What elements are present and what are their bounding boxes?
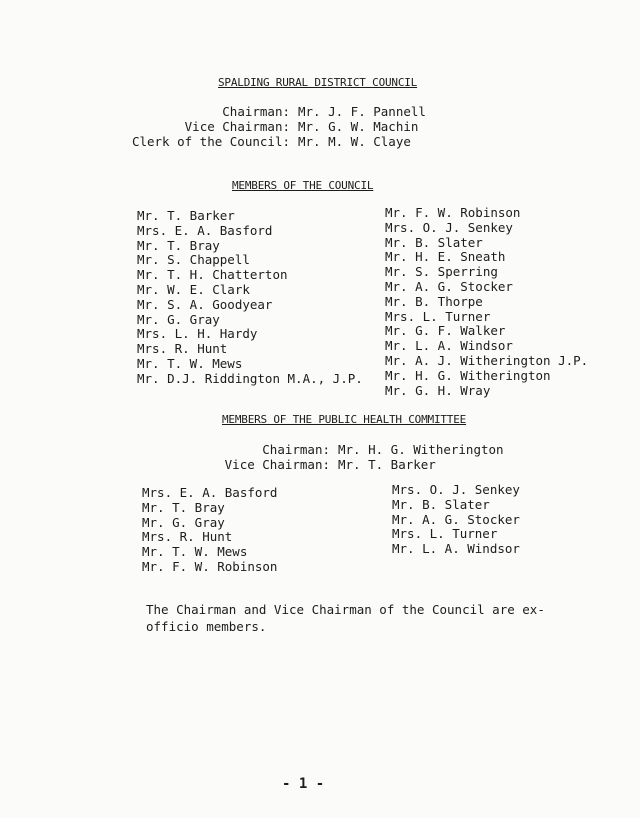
member-item: Mr. A. G. Stocker	[392, 511, 520, 527]
officer-name: Mr. M. W. Claye	[298, 134, 411, 149]
member-item: Mrs. E. A. Basford	[142, 485, 278, 500]
member-item: Mr. G. Gray	[142, 514, 225, 530]
member-item: Mrs. L. Turner	[385, 308, 491, 324]
member-item: Mr. B. Slater	[385, 234, 483, 250]
member-item: Mr. H. E. Sneath	[385, 249, 506, 265]
member-item: Mr. G. Gray	[137, 311, 220, 327]
member-item: Mr. T. W. Mews	[142, 544, 248, 560]
officer-row	[130, 119, 426, 134]
member-item: Mr. T. Barker	[137, 208, 235, 223]
officer-role: Chairman:	[262, 442, 330, 457]
officer-row	[180, 457, 504, 472]
officer-role: Vice Chairman:	[184, 119, 290, 134]
officer-name: Mr. T. Barker	[338, 457, 436, 472]
member-item: Mr. W. E. Clark	[137, 281, 250, 297]
page-number: - 1 -	[282, 776, 325, 792]
member-item: Mr. T. H. Chatterton	[137, 267, 288, 283]
health-committee-title: MEMBERS OF THE PUBLIC HEALTH COMMITTEE	[222, 413, 467, 426]
member-item: Mrs. E. A. Basford	[137, 222, 273, 238]
members-title: MEMBERS OF THE COUNCIL	[232, 179, 374, 192]
ex-officio-note: The Chairman and Vice Chairman of the Council are ex-officio members.	[146, 602, 545, 634]
member-item: Mr. L. A. Windsor	[385, 338, 513, 354]
member-item: Mr. F. W. Robinson	[142, 558, 278, 574]
officer-row	[130, 104, 426, 119]
member-item: Mr. A. J. Witherington J.P.	[385, 352, 589, 368]
member-item: Mr. H. G. Witherington	[385, 367, 551, 383]
member-item: Mr. B. Thorpe	[385, 293, 483, 309]
health-officers	[180, 442, 504, 472]
member-item: Mr. L. A. Windsor	[392, 541, 520, 557]
member-item: Mr. F. W. Robinson	[385, 205, 521, 220]
officer-name: Mr. J. F. Pannell	[298, 104, 426, 119]
health-left-list	[142, 486, 277, 575]
member-item: Mrs. L. H. Hardy	[137, 326, 258, 342]
member-item: Mr. B. Slater	[392, 496, 490, 512]
member-item: Mr. D.J. Riddington M.A., J.P.	[137, 370, 363, 386]
officer-name: Mr. G. W. Machin	[298, 119, 419, 134]
member-item: Mrs. R. Hunt	[142, 529, 233, 545]
health-right-list	[392, 483, 520, 557]
member-item: Mr. S. Chappell	[137, 252, 250, 268]
member-item: Mr. A. G. Stocker	[385, 278, 513, 294]
officer-role: Chairman:	[222, 104, 290, 119]
officer-role: Vice Chairman:	[224, 457, 330, 472]
member-item: Mr. S. Sperring	[385, 264, 498, 280]
council-officers	[130, 104, 426, 149]
officer-name: Mr. H. G. Witherington	[338, 442, 504, 457]
member-item: Mr. T. Bray	[137, 237, 220, 253]
member-item: Mrs. R. Hunt	[137, 341, 228, 357]
member-item: Mr. S. A. Goodyear	[137, 296, 273, 312]
member-item: Mr. T. Bray	[142, 499, 225, 515]
council-title: SPALDING RURAL DISTRICT COUNCIL	[218, 76, 418, 89]
member-item: Mrs. L. Turner	[392, 526, 498, 542]
member-item: Mr. G. H. Wray	[385, 382, 491, 398]
officer-role: Clerk of the Council:	[131, 134, 290, 149]
member-item: Mrs. O. J. Senkey	[385, 219, 513, 235]
officer-row	[130, 134, 426, 149]
member-item: Mrs. O. J. Senkey	[392, 482, 520, 497]
officer-row	[180, 442, 504, 457]
member-item: Mr. T. W. Mews	[137, 355, 243, 371]
members-right-list	[385, 206, 588, 398]
member-item: Mr. G. F. Walker	[385, 323, 506, 339]
members-left-list	[137, 209, 363, 387]
